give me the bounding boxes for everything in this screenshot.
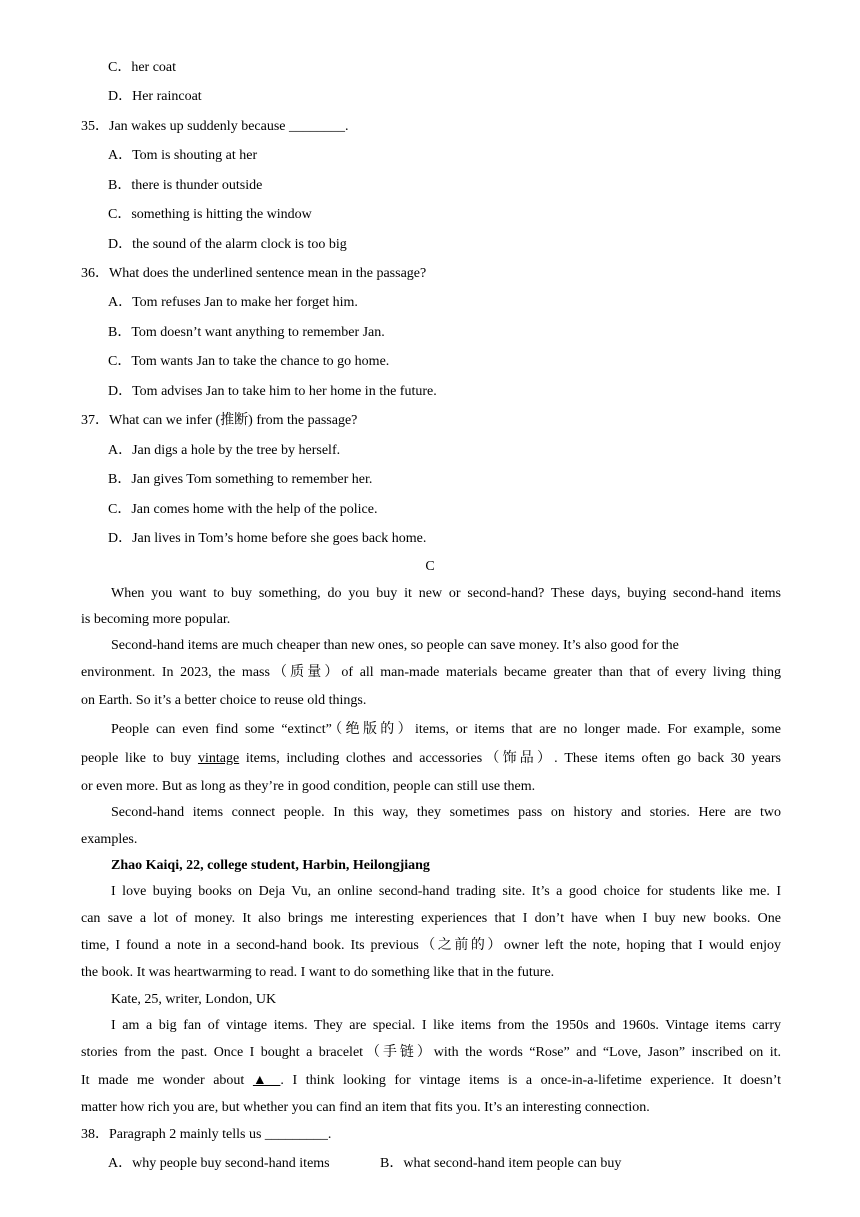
para3-line2-pre: people like to buy	[81, 751, 198, 766]
q37-option-a: A．Jan digs a hole by the tree by herself.	[108, 443, 341, 458]
question-35: 35．Jan wakes up suddenly because ________.	[81, 119, 349, 134]
q36-option-b: B．Tom doesn’t want anything to remember Jan.	[108, 325, 385, 340]
option-c-prev: C．her coat	[108, 60, 177, 75]
kate-line3	[81, 1071, 781, 1091]
q36-option-a: A．Tom refuses Jan to make her forget him.	[108, 295, 358, 310]
para3-line1: People can even find some “extinct”（绝版的）items, or items that are no longer made. For example, some	[111, 722, 781, 737]
para1-line1: When you want to buy something, do you buy it new or second-hand? These days, buying second-hand items	[111, 586, 781, 601]
zhao-line3: time, I found a note in a second-hand book. Its previous（之前的）owner left the note, hoping that I would enjoy	[81, 938, 781, 953]
blank-triangle: ▲	[252, 1073, 281, 1088]
para4-line2: examples.	[81, 832, 138, 847]
section-letter: C	[425, 559, 435, 574]
para2-line1: Second-hand items are much cheaper than new ones, so people can save money. It’s also good for the	[111, 638, 679, 653]
question-37: 37．What can we infer (推断) from the passage?	[81, 413, 358, 428]
q35-option-d: D．the sound of the alarm clock is too big	[108, 237, 347, 252]
kate-line3-post: . I think looking for vintage items is a once-in-a-lifetime experience. It doesn’t	[280, 1073, 782, 1088]
kate-line3-pre: It made me wonder about	[81, 1073, 253, 1088]
zhao-heading: Zhao Kaiqi, 22, college student, Harbin, Heilongjiang	[111, 858, 430, 873]
para3-line3: or even more. But as long as they’re in good condition, people can still use them.	[81, 779, 536, 794]
q38-option-b: B．what second-hand item people can buy	[380, 1156, 622, 1171]
question-38: 38．Paragraph 2 mainly tells us _________.	[81, 1127, 332, 1142]
option-d-prev: D．Her raincoat	[108, 89, 202, 104]
q35-option-c: C．something is hitting the window	[108, 207, 312, 222]
q35-option-a: A．Tom is shouting at her	[108, 148, 258, 163]
kate-line4: matter how rich you are, but whether you can find an item that fits you. It’s an interesting connection.	[81, 1100, 650, 1115]
para3-line2-post: items, including clothes and accessories（饰品）. These items often go back 30 years	[239, 751, 781, 766]
para2-line3: on Earth. So it’s a better choice to reuse old things.	[81, 693, 367, 708]
q38-option-a: A．why people buy second-hand items	[108, 1156, 330, 1171]
kate-line1: I am a big fan of vintage items. They are special. I like items from the 1950s and 1960s. Vintage items carry	[111, 1018, 781, 1033]
para4-line1: Second-hand items connect people. In this way, they sometimes pass on history and stories. Here are two	[111, 805, 781, 820]
kate-line2: stories from the past. Once I bought a bracelet（手链）with the words “Rose” and “Love, Jason” inscribed on it.	[81, 1045, 781, 1060]
para1-line2: is becoming more popular.	[81, 612, 231, 627]
q36-option-c: C．Tom wants Jan to take the chance to go home.	[108, 354, 390, 369]
zhao-line2: can save a lot of money. It also brings me interesting experiences that I don’t have when I buy new books. One	[81, 911, 781, 926]
zhao-line1: I love buying books on Deja Vu, an online second-hand trading site. It’s a good choice for students like me. I	[111, 884, 781, 899]
zhao-line4: the book. It was heartwarming to read. I want to do something like that in the future.	[81, 965, 555, 980]
q35-option-b: B．there is thunder outside	[108, 178, 263, 193]
para2-line2: environment. In 2023, the mass（质量）of all man-made materials became greater than that of every living thing	[81, 665, 781, 680]
vintage-underlined-word: vintage	[197, 751, 240, 766]
para3-line2	[81, 749, 781, 769]
q37-option-b: B．Jan gives Tom something to remember her.	[108, 472, 373, 487]
q37-option-c: C．Jan comes home with the help of the police.	[108, 502, 378, 517]
q36-option-d: D．Tom advises Jan to take him to her home in the future.	[108, 384, 437, 399]
q37-option-d: D．Jan lives in Tom’s home before she goes back home.	[108, 531, 427, 546]
question-36: 36．What does the underlined sentence mean in the passage?	[81, 266, 427, 281]
kate-heading: Kate, 25, writer, London, UK	[111, 992, 277, 1007]
